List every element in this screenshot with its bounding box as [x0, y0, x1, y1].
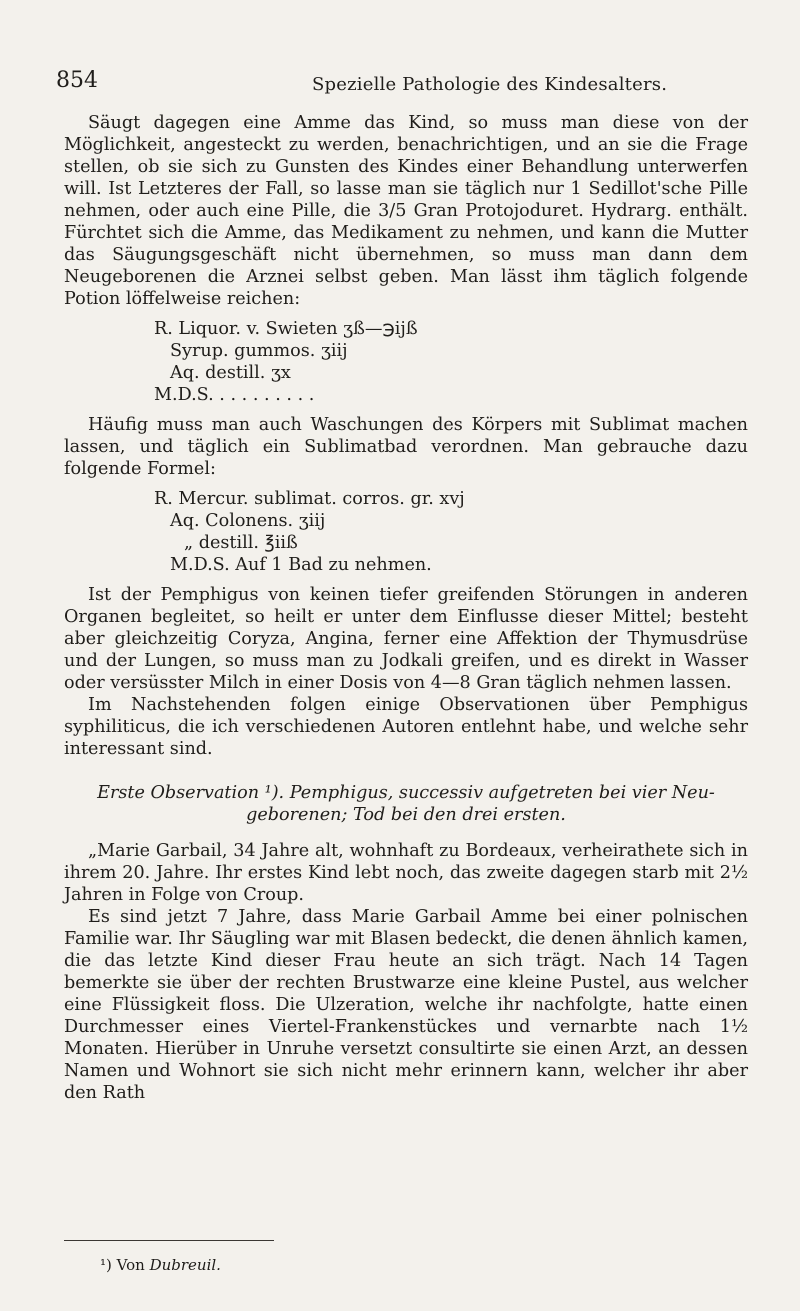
prescription-line: „ destill. ℥iiß: [184, 533, 298, 553]
prescription-potion: [154, 318, 748, 406]
page-body: [64, 112, 748, 1104]
paragraph-amme-familie: Es sind jetzt 7 Jahre, dass Marie Garbail Amme bei einer polnischen Familie war. Ihr Säugling war mit Blasen bedeckt, die denen ähnlich kamen, die das letzte Kind dieser Frau heute an sich trägt. Nach 14 Tagen bemerkte sie über der rechten Brustwarze eine kleine Pustel, aus welcher eine Flüssigkeit floss. Die Ulzeration, welche ihr nachfolgte, hatte einen Durchmesser eines Viertel-Frankenstückes und vernarbte nach 1½ Monaten. Hierüber in Unruhe versetzt consultirte sie einen Arzt, an dessen Namen und Wohnort sie sich nicht mehr erinnern kann, welcher ihr aber den Rath: [64, 907, 748, 1103]
prescription-line: R. Liquor. v. Swieten ʒß—℈ijß: [154, 319, 418, 339]
observation-title-line: geborenen; Tod bei den drei ersten.: [246, 805, 566, 825]
footnote-divider: [64, 1240, 274, 1241]
footnote-author: Dubreuil.: [149, 1256, 221, 1274]
footnote-prefix: Von: [116, 1256, 145, 1274]
observation-title-line: Erste Observation ¹). Pemphigus, successiv aufgetreten bei vier Neu-: [97, 783, 715, 803]
prescription-line: M.D.S. . . . . . . . . .: [154, 385, 315, 405]
page-number: 854: [56, 68, 98, 93]
paragraph-observationen: Im Nachstehenden folgen einige Observationen über Pemphigus syphiliticus, die ich verschiedenen Autoren entlehnt habe, und welche sehr interessant sind.: [64, 695, 748, 759]
prescription-line: Syrup. gummos. ʒiij: [170, 341, 348, 361]
prescription-line: Aq. destill. ʒx: [170, 363, 291, 383]
page-header: [56, 68, 744, 98]
observation-title: [74, 782, 738, 826]
paragraph-marie-garbail: „Marie Garbail, 34 Jahre alt, wohnhaft zu Bordeaux, verheirathete sich in ihrem 20. Jahre. Ihr erstes Kind lebt noch, das zweite dagegen starb mit 2½ Jahren in Folge von Croup.: [64, 841, 748, 905]
prescription-line: M.D.S. Auf 1 Bad zu nehmen.: [170, 555, 432, 575]
running-title: Spezielle Pathologie des Kindesalters.: [312, 74, 668, 95]
prescription-line: R. Mercur. sublimat. corros. gr. xvj: [154, 489, 465, 509]
paragraph-amme: Säugt dagegen eine Amme das Kind, so muss man diese von der Möglichkeit, angesteckt zu werden, benachrichtigen, und an sie die Frage stellen, ob sie sich zu Gunsten des Kindes einer Behandlung unterwerfen will. Ist Letzteres der Fall, so lasse man sie täglich nur 1 Sedillot'sche Pille nehmen, oder auch eine Pille, die 3/5 Gran Protojoduret. Hydrarg. enthält. Fürchtet sich die Amme, das Medikament zu nehmen, und kann die Mutter das Säugungsgeschäft nicht übernehmen, so muss man dann dem Neugeborenen die Arznei selbst geben. Man lässt ihm täglich folgende Potion löffelweise reichen:: [64, 113, 748, 309]
prescription-sublimatbad: [154, 488, 748, 576]
footnote: [100, 1256, 221, 1274]
paragraph-waschungen: Häufig muss man auch Waschungen des Körpers mit Sublimat machen lassen, und täglich ein Sublimatbad verordnen. Man gebrauche dazu folgende Formel:: [64, 415, 748, 479]
footnote-marker: ¹): [100, 1256, 112, 1274]
paragraph-pemphigus: Ist der Pemphigus von keinen tiefer greifenden Störungen in anderen Organen begleitet, so heilt er unter dem Einflusse dieser Mittel; besteht aber gleichzeitig Coryza, Angina, ferner eine Affektion der Thymusdrüse und der Lungen, so muss man zu Jodkali greifen, und es direkt in Wasser oder versüsster Milch in einer Dosis von 4—8 Gran täglich nehmen lassen.: [64, 585, 748, 693]
prescription-line: Aq. Colonens. ʒiij: [170, 511, 326, 531]
